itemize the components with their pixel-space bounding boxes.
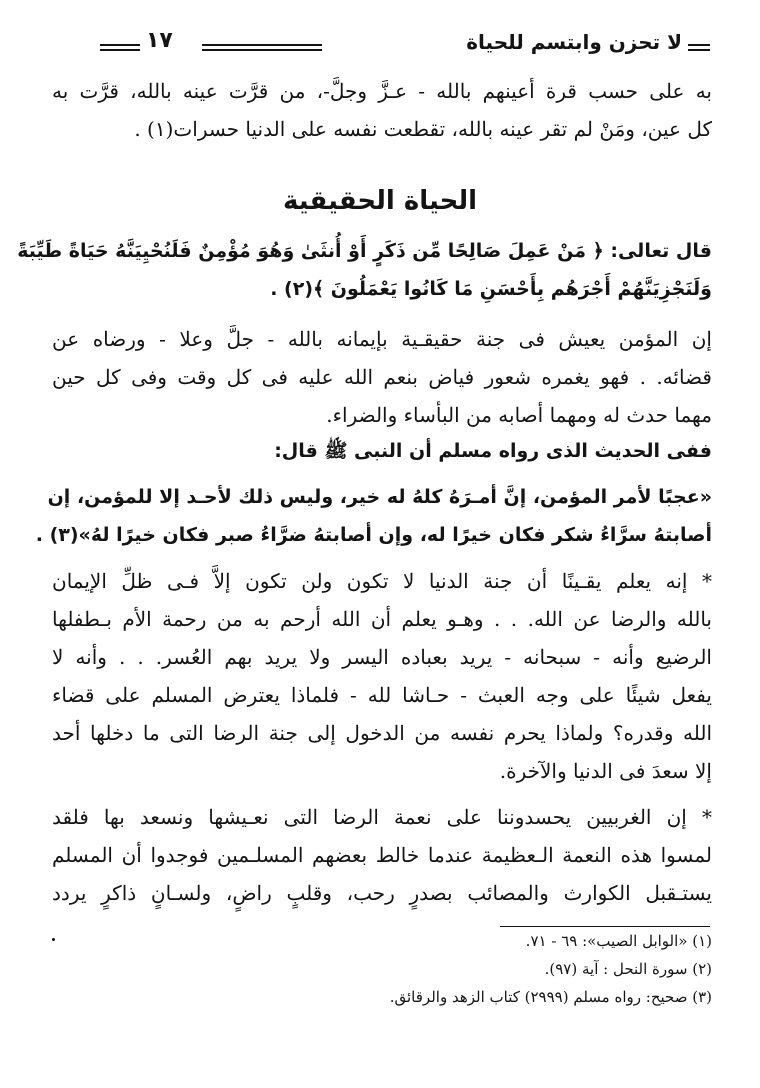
header-rule [100, 49, 140, 51]
text-line: مهما حدث له ومهما أصابه من البأساء والضراء. [326, 403, 712, 427]
header-rule [202, 49, 322, 51]
footnote: (١) «الوابل الصيب»: ٦٩ - ٧١. [525, 932, 712, 950]
running-header [98, 28, 710, 64]
text-line: الرضيع وأنه - سبحانه - يريد بعباده اليسر ولا يريد بهم العُسر. . . وأنه لا [52, 645, 712, 669]
text-line: * إن الغربيين يحسدوننا على نعمة الرضا التى نعـيشها ونسعد بها فلقد [52, 805, 712, 829]
text-line: لمسوا هذه النعمة الـعظيمة عندما خالط بعضهم المسلـمين فوجدوا أن المسلم [52, 843, 712, 867]
section-heading: الحياة الحقيقية [282, 186, 478, 216]
text-line: قضائه. . فهو يغمره شعور فياض بنعم الله عليه فى كل وقت وفى كل حين [52, 365, 712, 389]
text-line: يفعل شيئًا على وجه العبث - حـاشا لله - فلماذا يعترض المسلم على قضاء [52, 683, 712, 707]
text-line: يستـقبل الكوارث والمصائب بصدرٍ رحب، وقلبٍ راضٍ، ولسـانٍ ذاكرٍ يردد [52, 881, 712, 905]
text-line: بالله والرضا عن الله. . . وهـو يعلم أن الله أرحم به من رحمة الأم بـطفلها [52, 607, 712, 631]
text-line: * إنه يعلم يقـينًا أن جنة الدنيا لا تكون ولن تكون إلاَّ فـى ظلِّ الإيمان [52, 569, 713, 593]
text-line: إن المؤمن يعيش فى جنة حقيقـية بإيمانه بالله - جلَّ وعلا - ورضاه عن [52, 327, 712, 351]
hadith-line: «عجبًا لأمر المؤمن، إنَّ أمـرَهُ كلهُ له خير، وليس ذلك لأحـد إلا للمؤمن، إن [47, 486, 712, 508]
text-line: به على حسب قرة أعينهم بالله - عـزَّ وجلَّ-، من قرَّت عينه بالله، قرَّت به [52, 79, 712, 103]
header-rule [688, 44, 710, 46]
header-rule [202, 44, 322, 46]
text-line: إلا سعدَ فى الدنيا والآخرة. [499, 759, 712, 783]
verse-line: قال تعالى: ﴿ مَنْ عَمِلَ صَالِحًا مِّن ذَكَرٍ أَوْ أُنثَىٰ وَهُوَ مُؤْمِنٌ فَلَنُحْيِيَنَّهُ حَيَاةً طَيِّبَةً [17, 240, 712, 262]
header-rule [688, 49, 710, 51]
header-rule [100, 44, 140, 46]
hadith-line: أصابتهُ سرَّاءُ شكر فكان خيرًا له، وإن أصابتهُ ضرَّاءُ صبر فكان خيرًا لهُ»(٣) . [35, 524, 712, 546]
speck [52, 938, 55, 941]
hadith-intro: ففى الحديث الذى رواه مسلم أن النبى ﷺ قال: [274, 440, 712, 462]
verse-line: وَلَنَجْزِيَنَّهُمْ أَجْرَهُم بِأَحْسَنِ مَا كَانُوا يَعْمَلُونَ ﴾(٢) . [270, 278, 712, 300]
footnote: (٢) سورة النحل : آية (٩٧). [544, 960, 712, 978]
running-title: لا تحزن وابتسم للحياة [466, 30, 682, 54]
footnote-separator [500, 926, 710, 927]
text-line: الله وقدره؟ ولماذا يحرم نفسه من الدخول إلى جنة الرضا التى ما دخلها أحد [52, 721, 712, 745]
text-line: كل عين، ومَنْ لم تقر عينه بالله، تقطعت نفسه على الدنيا حسرات(١) . [134, 117, 712, 141]
footnote: (٣) صحيح: رواه مسلم (٢٩٩٩) كتاب الزهد والرقائق. [389, 988, 712, 1006]
page-number: ١٧ [146, 28, 173, 53]
